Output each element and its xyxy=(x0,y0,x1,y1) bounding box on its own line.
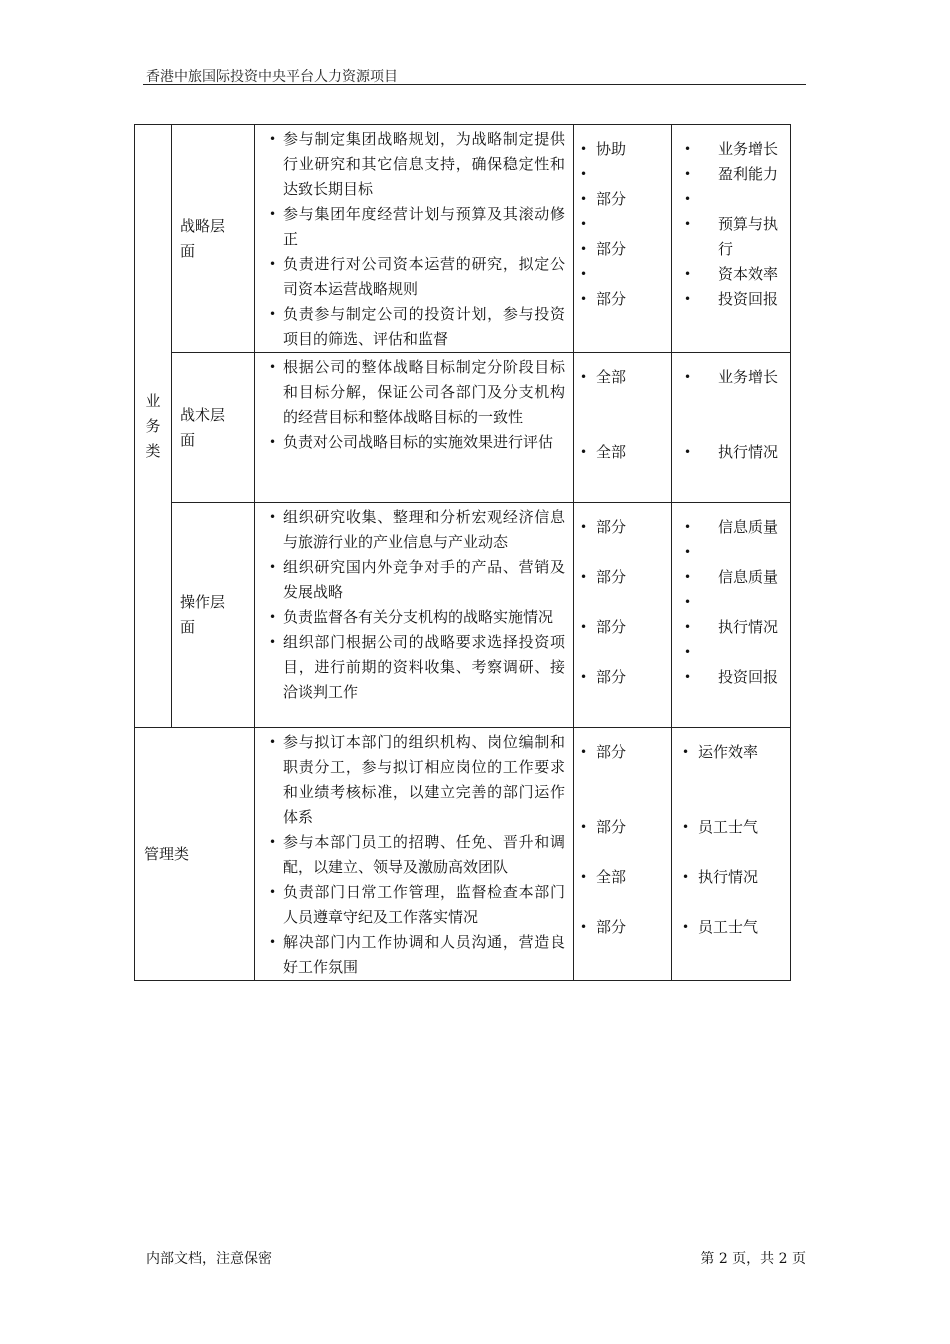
kpi-item: • 员工士气 xyxy=(680,815,786,865)
tactical-level-cell: 战术层 面 xyxy=(172,353,255,503)
header-rule xyxy=(143,84,806,85)
operational-kpis xyxy=(672,503,791,728)
bullet-marker xyxy=(578,212,667,237)
header-title: 香港中旅国际投资中央平台人力资源项目 xyxy=(146,69,398,85)
role-item: • 部分 xyxy=(578,287,667,312)
role-item: • 部分 xyxy=(578,665,667,690)
table-row-operational xyxy=(135,503,791,728)
tactical-kpis xyxy=(672,353,791,503)
tactical-roles xyxy=(574,353,672,503)
role-item: • 部分 xyxy=(578,565,667,615)
role-item: • 部分 xyxy=(578,237,667,262)
kpi-item: • 盈利能力 xyxy=(680,162,786,187)
kpi-item: • 资本效率 xyxy=(680,262,786,287)
list-item: • 负责参与制定公司的投资计划，参与投资项目的筛选、评估和监督 xyxy=(265,302,565,352)
list-item: • 负责部门日常工作管理，监督检查本部门人员遵章守纪及工作落实情况 xyxy=(265,880,565,930)
kpi-item: • 执行情况 xyxy=(680,615,786,640)
kpi-item: • 业务增长 xyxy=(680,137,786,162)
kpi-item: • 信息质量 xyxy=(680,565,786,590)
role-item: • 部分 xyxy=(578,187,667,212)
role-item: • 部分 xyxy=(578,740,667,790)
bullet-marker xyxy=(680,540,786,565)
kpi-item: • 投资回报 xyxy=(680,665,786,690)
kpi-item: • 员工士气 xyxy=(680,915,786,940)
business-category-label: 业 务 类 xyxy=(145,391,161,460)
operational-roles xyxy=(574,503,672,728)
role-item: • 协助 xyxy=(578,137,667,162)
kpi-item-continued: 行 xyxy=(718,240,734,258)
table-row-management xyxy=(135,728,791,981)
management-category-cell xyxy=(135,728,255,981)
kpi-item: • 信息质量 xyxy=(680,515,786,540)
management-responsibilities xyxy=(255,728,574,981)
list-item: • 参与本部门员工的招聘、任免、晋升和调配，以建立、领导及激励高效团队 xyxy=(265,830,565,880)
list-item: • 组织部门根据公司的战略要求选择投资项目，进行前期的资料收集、考察调研、接洽谈判工作 xyxy=(265,630,565,705)
kpi-item: • 运作效率 xyxy=(680,740,786,790)
strategic-kpis xyxy=(672,125,791,353)
bullet-marker xyxy=(680,187,786,212)
operational-responsibilities xyxy=(255,503,574,728)
list-item: • 参与集团年度经营计划与预算及其滚动修正 xyxy=(265,202,565,252)
footer-page-number: 第 2 页，共 2 页 xyxy=(700,1251,806,1267)
business-category-cell xyxy=(135,125,172,728)
list-item: • 负责进行对公司资本运营的研究，拟定公司资本运营战略规则 xyxy=(265,252,565,302)
role-item: • 全部 xyxy=(578,440,667,465)
table-row-strategic xyxy=(135,125,791,353)
role-item: • 部分 xyxy=(578,815,667,865)
role-item: • 部分 xyxy=(578,615,667,665)
list-item: • 组织研究收集、整理和分析宏观经济信息与旅游行业的产业信息与产业动态 xyxy=(265,505,565,555)
footer-confidential: 内部文档，注意保密 xyxy=(146,1251,272,1267)
table-row-tactical xyxy=(135,353,791,503)
bullet-marker xyxy=(578,162,667,187)
kpi-item: • 执行情况 xyxy=(680,865,786,915)
list-item: • 负责监督各有关分支机构的战略实施情况 xyxy=(265,605,565,630)
bullet-marker xyxy=(680,640,786,665)
management-roles xyxy=(574,728,672,981)
role-item: • 部分 xyxy=(578,515,667,565)
duties-table xyxy=(134,124,791,981)
strategic-responsibilities xyxy=(255,125,574,353)
list-item: • 参与拟订本部门的组织机构、岗位编制和职责分工，参与拟订相应岗位的工作要求和业绩考核标准，以建立完善的部门运作体系 xyxy=(265,730,565,830)
list-item: • 参与制定集团战略规划，为战略制定提供行业研究和其它信息支持，确保稳定性和达致长期目标 xyxy=(265,127,565,202)
list-item: • 负责对公司战略目标的实施效果进行评估 xyxy=(265,430,565,455)
bullet-marker xyxy=(680,590,786,615)
strategic-roles xyxy=(574,125,672,353)
role-item: • 部分 xyxy=(578,915,667,940)
management-kpis xyxy=(672,728,791,981)
list-item: • 根据公司的整体战略目标制定分阶段目标和目标分解，保证公司各部门及分支机构的经营目标和整体战略目标的一致性 xyxy=(265,355,565,430)
operational-level-cell: 操作层 面 xyxy=(172,503,255,728)
role-item: • 全部 xyxy=(578,865,667,915)
kpi-item: • 预算与执 xyxy=(680,212,786,237)
kpi-item: • 投资回报 xyxy=(680,287,786,312)
list-item: • 解决部门内工作协调和人员沟通，营造良好工作氛围 xyxy=(265,930,565,980)
kpi-item: • 执行情况 xyxy=(680,440,786,465)
list-item: • 组织研究国内外竞争对手的产品、营销及发展战略 xyxy=(265,555,565,605)
tactical-responsibilities xyxy=(255,353,574,503)
strategic-level-cell: 战略层 面 xyxy=(172,125,255,353)
bullet-marker xyxy=(578,262,667,287)
role-item: • 全部 xyxy=(578,365,667,415)
management-category-label: 管理类 xyxy=(144,844,190,863)
kpi-item: • 业务增长 xyxy=(680,365,786,415)
